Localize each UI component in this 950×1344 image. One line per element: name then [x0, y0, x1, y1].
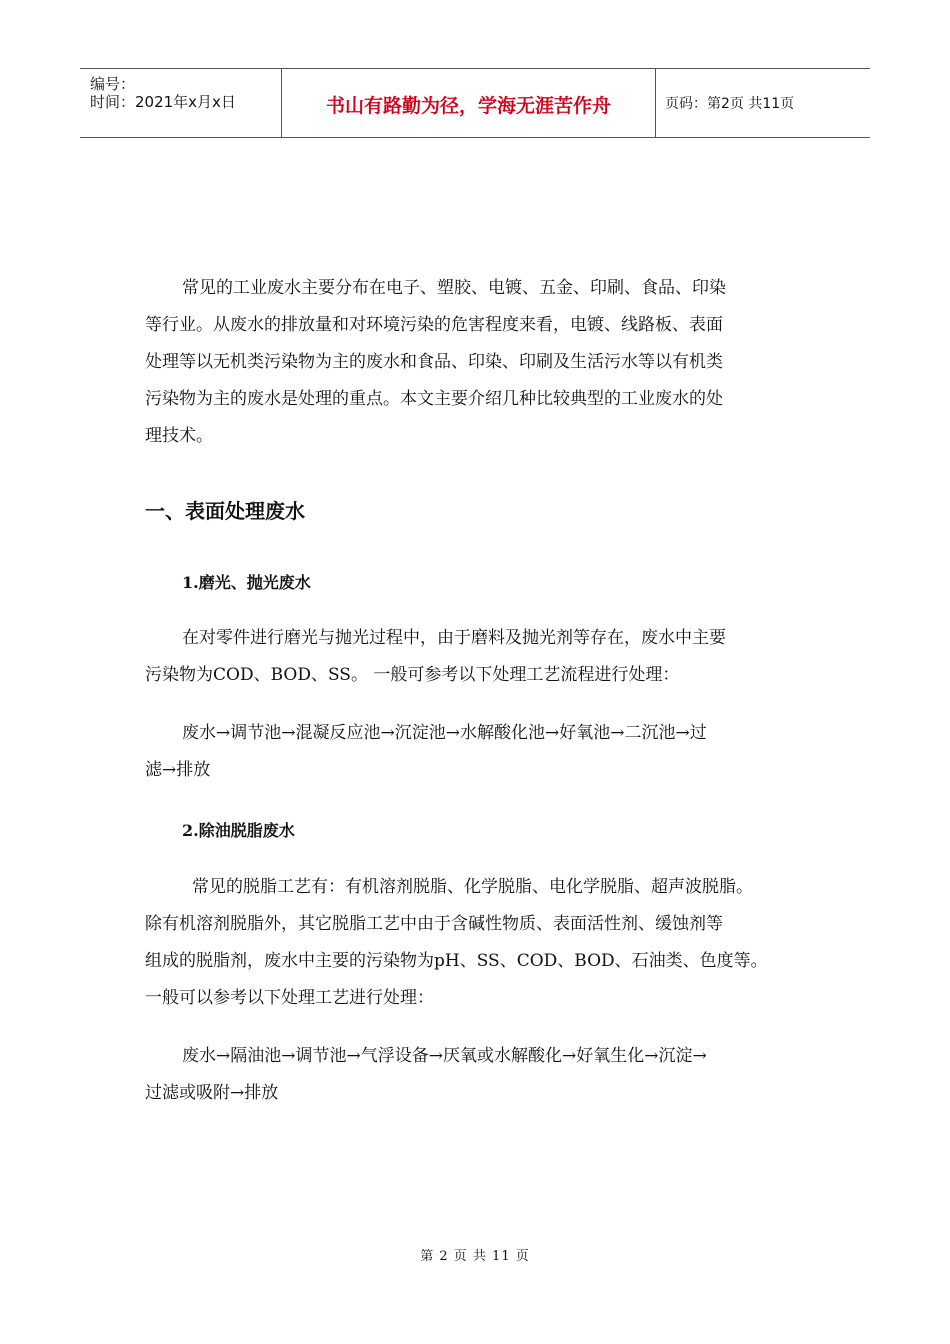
paragraph-line: 一般可以参考以下处理工艺进行处理：	[145, 988, 434, 1008]
header-motto-cell	[281, 69, 656, 137]
document-number-label: 编号：	[90, 75, 136, 93]
process-flow-line: 废水→隔油池→调节池→气浮设备→厌氧或水解酸化→好氧生化→沉淀→	[182, 1046, 707, 1066]
intro-line: 污染物为主的废水是处理的重点。本文主要介绍几种比较典型的工业废水的处	[145, 389, 723, 409]
intro-line: 等行业。从废水的排放量和对环境污染的危害程度来看，电镀、线路板、表面	[145, 315, 723, 335]
page-header	[80, 68, 870, 138]
page-footer: 第 2 页 共 11 页	[420, 1249, 530, 1264]
subsection-heading: 1.磨光、抛光废水	[182, 573, 311, 592]
process-flow-line: 过滤或吸附→排放	[145, 1083, 279, 1103]
intro-line: 常见的工业废水主要分布在电子、塑胶、电镀、五金、印刷、食品、印染	[182, 278, 726, 298]
paragraph-line: 除有机溶剂脱脂外，其它脱脂工艺中由于含碱性物质、表面活性剂、缓蚀剂等	[145, 914, 723, 934]
intro-line: 理技术。	[145, 426, 213, 446]
document-date-label: 时间：2021年x月x日	[90, 93, 236, 111]
process-flow-line: 废水→调节池→混凝反应池→沉淀池→水解酸化池→好氧池→二沉池→过	[182, 723, 707, 743]
paragraph-line: 在对零件进行磨光与抛光过程中，由于磨料及抛光剂等存在，废水中主要	[182, 628, 726, 648]
header-motto: 书山有路勤为径，学海无涯苦作舟	[325, 95, 611, 117]
header-page-cell	[655, 69, 870, 137]
header-page-number: 页码：第2页 共11页	[665, 96, 795, 112]
paragraph-line: 组成的脱脂剂，废水中主要的污染物为pH、SS、COD、BOD、石油类、色度等。	[145, 951, 768, 971]
paragraph-line: 常见的脱脂工艺有：有机溶剂脱脂、化学脱脂、电化学脱脂、超声波脱脂。	[192, 877, 753, 897]
process-flow-line: 滤→排放	[145, 760, 211, 780]
section-heading: 一、表面处理废水	[145, 499, 305, 523]
paragraph-line: 污染物为COD、BOD、SS。 一般可参考以下处理工艺流程进行处理：	[145, 665, 680, 685]
subsection-heading: 2.除油脱脂废水	[182, 821, 295, 840]
header-meta-cell	[80, 69, 281, 137]
intro-line: 处理等以无机类污染物为主的废水和食品、印染、印刷及生活污水等以有机类	[145, 352, 723, 372]
